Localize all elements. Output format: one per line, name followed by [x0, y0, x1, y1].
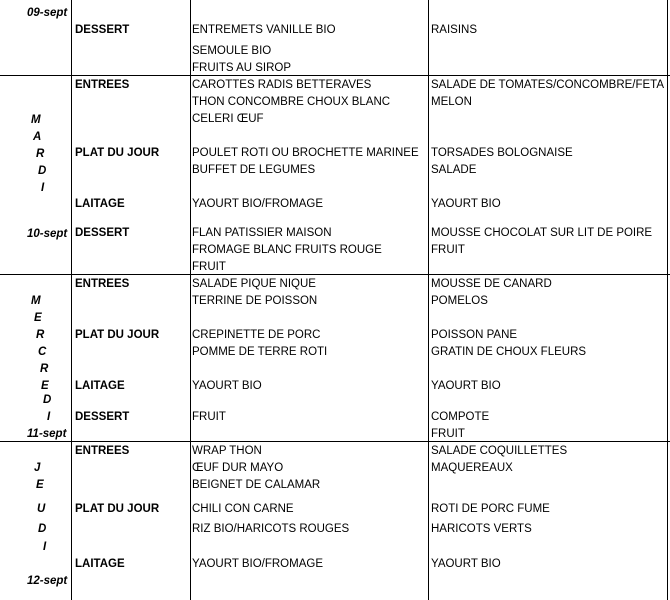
menu-item: CAROTTES RADIS BETTERAVES [192, 79, 372, 91]
menu-item: POMME DE TERRE ROTI [192, 346, 328, 358]
category-label: DESSERT [75, 411, 130, 423]
menu-item: BEIGNET DE CALAMAR [192, 479, 321, 491]
menu-item: SALADE COQUILLETTES [431, 445, 568, 457]
day-letter: C [38, 346, 47, 358]
day-letter: R [36, 329, 45, 341]
menu-item: FLAN PATISSIER MAISON [192, 227, 332, 239]
menu-item: RIZ BIO/HARICOTS ROUGES [192, 523, 350, 535]
menu-item: CHILI CON CARNE [192, 503, 294, 515]
menu-item: SALADE DE TOMATES/CONCOMBRE/FETA [431, 79, 665, 91]
day-letter: M [31, 114, 41, 126]
menu-item: MOUSSE CHOCOLAT SUR LIT DE POIRE [431, 227, 653, 239]
menu-item: FROMAGE BLANC FRUITS ROUGE [192, 244, 382, 256]
menu-item: YAOURT BIO/FROMAGE [192, 558, 323, 570]
menu-item: SALADE [431, 164, 477, 176]
menu-item: FRUIT [192, 261, 226, 273]
column-divider [428, 0, 429, 600]
menu-item: FRUITS AU SIROP [192, 62, 292, 74]
row-divider [0, 75, 670, 76]
menu-item: CELERI ŒUF [192, 113, 264, 125]
row-divider [0, 274, 670, 275]
day-date: 10-sept [27, 228, 68, 240]
menu-item: RAISINS [431, 24, 478, 36]
menu-item: THON CONCOMBRE CHOUX BLANC [192, 96, 391, 108]
day-date: 12-sept [27, 575, 68, 587]
menu-item: ENTREMETS VANILLE BIO [192, 24, 336, 36]
category-label: LAITAGE [75, 198, 125, 210]
menu-item: YAOURT BIO [431, 198, 501, 210]
category-label: DESSERT [75, 227, 130, 239]
menu-item: YAOURT BIO [192, 380, 262, 392]
day-letter: D [38, 523, 47, 535]
menu-item: POMELOS [431, 295, 488, 307]
category-label: DESSERT [75, 24, 130, 36]
day-letter: E [34, 312, 42, 324]
menu-item: ŒUF DUR MAYO [192, 462, 284, 474]
day-letter: U [37, 503, 46, 515]
menu-item: MELON [431, 96, 472, 108]
category-label: PLAT DU JOUR [75, 329, 160, 341]
category-label: ENTREES [75, 79, 130, 91]
day-letter: I [47, 411, 51, 423]
menu-item: FRUIT [431, 244, 465, 256]
menu-item: CREPINETTE DE PORC [192, 329, 321, 341]
menu-item: TERRINE DE POISSON [192, 295, 318, 307]
menu-item: WRAP THON [192, 445, 262, 457]
column-divider [71, 0, 72, 600]
menu-item: HARICOTS VERTS [431, 523, 532, 535]
menu-item: SALADE PIQUE NIQUE [192, 278, 316, 290]
menu-item: TORSADES BOLOGNAISE [431, 147, 573, 159]
column-divider [190, 0, 191, 600]
day-letter: J [34, 462, 41, 474]
day-letter: A [33, 131, 42, 143]
menu-item: FRUIT [431, 428, 465, 440]
category-label: PLAT DU JOUR [75, 503, 160, 515]
menu-item: GRATIN DE CHOUX FLEURS [431, 346, 587, 358]
menu-item: POISSON PANE [431, 329, 518, 341]
day-letter: E [41, 380, 49, 392]
category-label: LAITAGE [75, 380, 125, 392]
category-label: LAITAGE [75, 558, 125, 570]
menu-item: BUFFET DE LEGUMES [192, 164, 316, 176]
menu-item: COMPOTE [431, 411, 490, 423]
day-letter: M [31, 295, 41, 307]
day-letter: R [36, 148, 45, 160]
day-letter: D [43, 394, 52, 406]
menu-item: ROTI DE PORC FUME [431, 503, 550, 515]
day-letter: I [43, 541, 47, 553]
menu-item: FRUIT [192, 411, 226, 423]
menu-item: YAOURT BIO [431, 558, 501, 570]
day-letter: R [40, 363, 49, 375]
row-divider [0, 441, 670, 442]
menu-item: YAOURT BIO [431, 380, 501, 392]
menu-item: POULET ROTI OU BROCHETTE MARINEE [192, 147, 419, 159]
day-date: 11-sept [27, 428, 67, 440]
menu-item: SEMOULE BIO [192, 45, 272, 57]
category-label: ENTREES [75, 278, 130, 290]
column-divider [667, 0, 668, 600]
day-date: 09-sept [27, 7, 68, 19]
menu-item: MAQUEREAUX [431, 462, 513, 474]
category-label: ENTREES [75, 445, 130, 457]
menu-item: MOUSSE DE CANARD [431, 278, 552, 290]
day-letter: I [41, 182, 45, 194]
day-letter: D [38, 165, 47, 177]
day-letter: E [36, 479, 44, 491]
menu-item: YAOURT BIO/FROMAGE [192, 198, 323, 210]
category-label: PLAT DU JOUR [75, 147, 160, 159]
